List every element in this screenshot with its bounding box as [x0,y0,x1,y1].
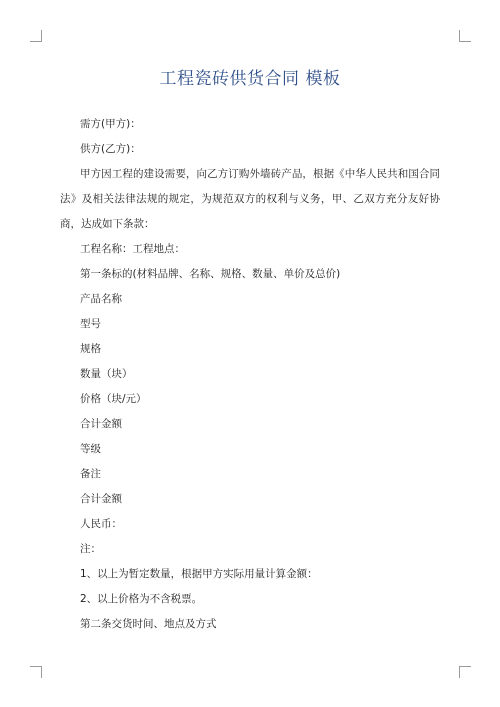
party-a-line: 需方(甲方)： [80,118,141,130]
field-grade: 等级 [80,443,101,455]
rmb-line: 人民币： [80,518,122,530]
party-b-line: 供方(乙方)： [80,143,141,155]
document-title: 工程瓷砖供货合同 模板 [159,69,341,89]
note-heading: 注： [80,543,101,555]
document-body [60,112,440,637]
article-1-heading: 第一条标的(材料品牌、名称、规格、数量、单价及总价) [80,268,341,280]
field-spec: 规格 [80,343,101,355]
project-name-line: 工程名称：工程地点： [80,243,185,255]
crop-mark-top-right [459,30,471,42]
field-total-amount: 合计金额 [80,418,122,430]
crop-mark-top-left [30,30,42,42]
field-product-name: 产品名称 [80,293,122,305]
crop-mark-bottom-right [459,666,471,678]
field-price: 价格（块/元） [80,393,147,405]
note-item-2: 2、以上价格为不含税票。 [80,593,203,605]
article-2-heading: 第二条交货时间、地点及方式 [80,618,217,630]
total-amount-line: 合计金额 [80,493,122,505]
field-model: 型号 [80,318,101,330]
crop-mark-bottom-left [30,666,42,678]
note-item-1: 1、以上为暂定数量，根据甲方实际用量计算金额： [80,568,318,580]
field-remarks: 备注 [80,468,101,480]
field-quantity: 数量（块） [80,368,133,380]
preamble-paragraph: 甲方因工程的建设需要，向乙方订购外墙砖产品，根据《中华人民共和国合同法》及相关法律法规的规定，为规范双方的权利与义务，甲、乙双方充分友好协商，达成如下条款： [60,168,440,230]
